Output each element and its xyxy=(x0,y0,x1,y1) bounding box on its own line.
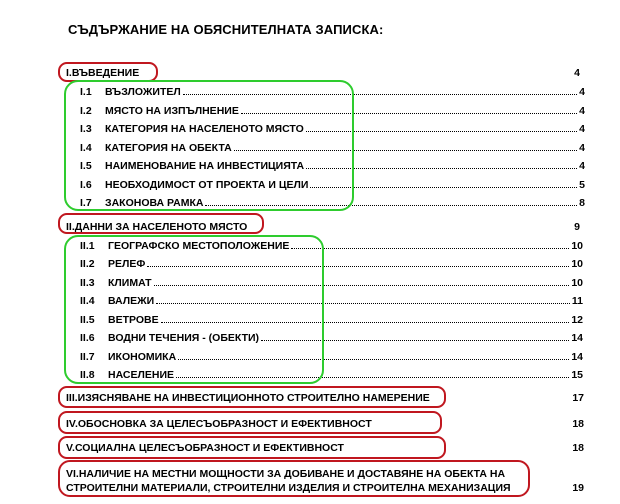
toc-leader xyxy=(261,340,569,341)
toc-item-label: НАИМЕНОВАНИЕ НА ИНВЕСТИЦИЯТА xyxy=(105,160,305,172)
toc-item-page: 5 xyxy=(579,179,585,191)
toc-item-number: I.7 xyxy=(80,197,92,209)
toc-section-3[interactable] xyxy=(66,388,584,404)
toc-item-page: 4 xyxy=(579,105,585,117)
toc-item-number: I.2 xyxy=(80,105,92,117)
toc-leader xyxy=(205,205,577,206)
toc-section-6-line2[interactable] xyxy=(66,478,584,494)
toc-item-page: 4 xyxy=(579,160,585,172)
toc-item[interactable] xyxy=(80,119,585,135)
toc-section-4-label: IV.ОБОСНОВКА ЗА ЦЕЛЕСЪОБРАЗНОСТ И ЕФЕКТИВНОСТ xyxy=(66,418,372,430)
toc-item[interactable] xyxy=(80,175,585,191)
toc-item-page: 4 xyxy=(579,86,585,98)
toc-item[interactable] xyxy=(80,82,585,98)
document-title: СЪДЪРЖАНИЕ НА ОБЯСНИТЕЛНАТА ЗАПИСКА: xyxy=(68,22,384,37)
toc-item-page: 14 xyxy=(571,332,583,344)
toc-item[interactable] xyxy=(80,347,583,363)
toc-item-label: КАТЕГОРИЯ НА НАСЕЛЕНОТО МЯСТО xyxy=(105,123,304,135)
toc-leader xyxy=(176,377,569,378)
toc-item-label: МЯСТО НА ИЗПЪЛНЕНИЕ xyxy=(105,105,239,117)
toc-item-page: 10 xyxy=(571,240,583,252)
toc-item-number: I.6 xyxy=(80,179,92,191)
toc-item-label: РЕЛЕФ xyxy=(108,258,146,270)
toc-section-4-page: 18 xyxy=(572,418,584,430)
toc-section-3-label: III.ИЗЯСНЯВАНЕ НА ИНВЕСТИЦИОННОТО СТРОИТЕЛНО НАМЕРЕНИЕ xyxy=(66,392,430,404)
toc-item-number: II.6 xyxy=(80,332,95,344)
toc-item-number: II.4 xyxy=(80,295,95,307)
toc-section-2-label: II.ДАННИ ЗА НАСЕЛЕНОТО МЯСТО xyxy=(66,221,248,233)
toc-item-number: II.1 xyxy=(80,240,95,252)
toc-item-label: НАСЕЛЕНИЕ xyxy=(108,369,174,381)
toc-leader xyxy=(183,94,577,95)
toc-item[interactable] xyxy=(80,291,583,307)
toc-item-page: 8 xyxy=(579,197,585,209)
toc-item[interactable] xyxy=(80,236,583,252)
toc-item-label: ИКОНОМИКА xyxy=(108,351,177,363)
toc-leader xyxy=(234,150,577,151)
toc-leader xyxy=(147,266,569,267)
toc-item-label: ВОДНИ ТЕЧЕНИЯ - (ОБЕКТИ) xyxy=(108,332,260,344)
toc-item[interactable] xyxy=(80,138,585,154)
toc-item-number: I.3 xyxy=(80,123,92,135)
toc-item-number: I.4 xyxy=(80,142,92,154)
toc-section-1[interactable] xyxy=(66,63,580,79)
toc-item[interactable] xyxy=(80,328,583,344)
toc-item-page: 10 xyxy=(571,258,583,270)
toc-item-label: ЗАКОНОВА РАМКА xyxy=(105,197,204,209)
toc-leader xyxy=(154,285,570,286)
toc-item-number: I.5 xyxy=(80,160,92,172)
toc-section-2-page: 9 xyxy=(574,221,580,233)
toc-item-number: I.1 xyxy=(80,86,92,98)
toc-item-number: II.5 xyxy=(80,314,95,326)
toc-section-4[interactable] xyxy=(66,414,584,430)
toc-item[interactable] xyxy=(80,101,585,117)
toc-item-label: ВЕТРОВЕ xyxy=(108,314,159,326)
toc-item-page: 4 xyxy=(579,142,585,154)
toc-section-2[interactable] xyxy=(66,217,580,233)
toc-item-label: ВАЛЕЖИ xyxy=(108,295,155,307)
toc-item-page: 14 xyxy=(571,351,583,363)
toc-section-1-page: 4 xyxy=(574,67,580,79)
toc-item-number: II.3 xyxy=(80,277,95,289)
toc-section-5-page: 18 xyxy=(572,442,584,454)
toc-item-label: ГЕОГРАФСКО МЕСТОПОЛОЖЕНИЕ xyxy=(108,240,290,252)
toc-section-3-page: 17 xyxy=(572,392,584,404)
toc-leader xyxy=(241,113,577,114)
toc-item-page: 15 xyxy=(571,369,583,381)
toc-item-label: ВЪЗЛОЖИТЕЛ xyxy=(105,86,181,98)
toc-section-6-label-line2: СТРОИТЕЛНИ МАТЕРИАЛИ, СТРОИТЕЛНИ ИЗДЕЛИЯ И СТРОИТЕЛНА МЕХАНИЗАЦИЯ xyxy=(66,482,511,494)
toc-leader xyxy=(178,359,569,360)
toc-item-label: НЕОБХОДИМОСТ ОТ ПРОЕКТА И ЦЕЛИ xyxy=(105,179,309,191)
toc-item-page: 10 xyxy=(571,277,583,289)
toc-item[interactable] xyxy=(80,365,583,381)
toc-item[interactable] xyxy=(80,273,583,289)
toc-section-6-page: 19 xyxy=(572,482,584,494)
toc-item[interactable] xyxy=(80,254,583,270)
toc-section-1-label: I.ВЪВЕДЕНИЕ xyxy=(66,67,140,79)
toc-item-label: КАТЕГОРИЯ НА ОБЕКТА xyxy=(105,142,232,154)
toc-leader xyxy=(306,131,577,132)
toc-item-page: 4 xyxy=(579,123,585,135)
toc-section-6-label-line1: VI.НАЛИЧИЕ НА МЕСТНИ МОЩНОСТИ ЗА ДОБИВАНЕ И ДОСТАВЯНЕ НА ОБЕКТА НА xyxy=(66,468,506,480)
toc-section-5[interactable] xyxy=(66,438,584,454)
toc-item[interactable] xyxy=(80,193,585,209)
toc-item-number: II.2 xyxy=(80,258,95,270)
toc-item-number: II.7 xyxy=(80,351,95,363)
toc-leader xyxy=(306,168,577,169)
toc-item-label: КЛИМАТ xyxy=(108,277,152,289)
toc-item[interactable] xyxy=(80,310,583,326)
toc-leader xyxy=(310,187,577,188)
toc-section-5-label: V.СОЦИАЛНА ЦЕЛЕСЪОБРАЗНОСТ И ЕФЕКТИВНОСТ xyxy=(66,442,344,454)
toc-item-page: 11 xyxy=(571,295,583,307)
toc-item-number: II.8 xyxy=(80,369,95,381)
toc-item-page: 12 xyxy=(571,314,583,326)
toc-leader xyxy=(291,248,569,249)
toc-item[interactable] xyxy=(80,156,585,172)
toc-leader xyxy=(156,303,570,304)
toc-leader xyxy=(161,322,570,323)
